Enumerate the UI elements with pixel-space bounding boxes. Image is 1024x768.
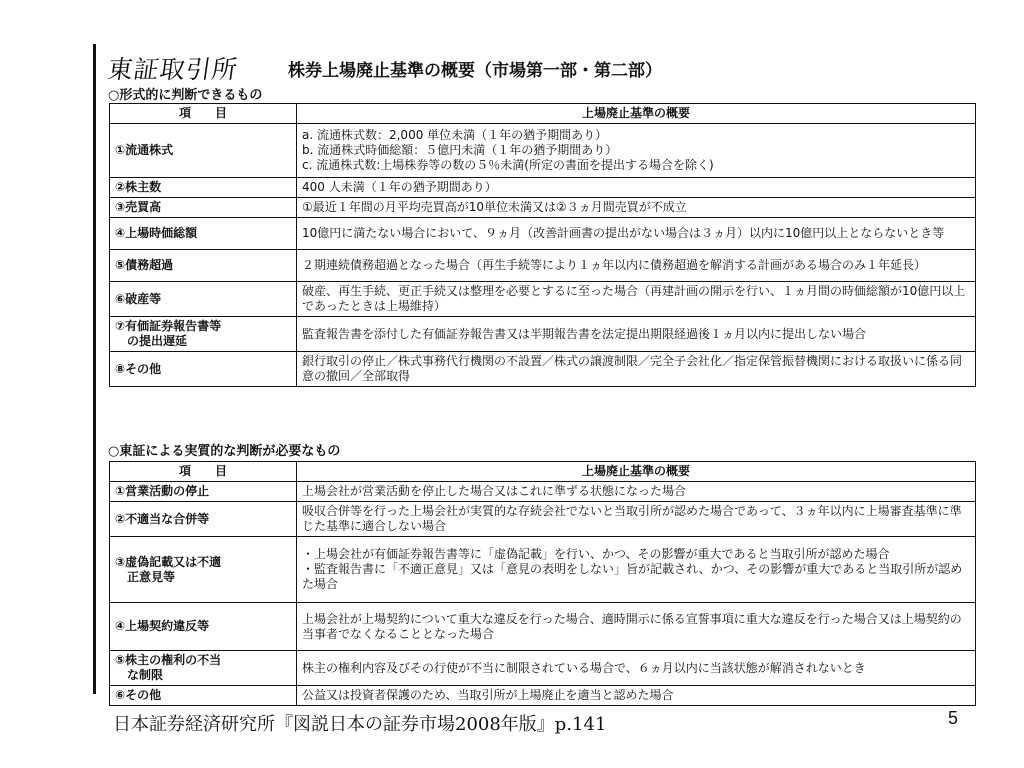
table-row xyxy=(110,250,976,282)
row-summary: 監査報告書を添付した有価証券報告書又は半期報告書を法定提出期限経過後１ヵ月以内に提出しない場合 xyxy=(297,317,976,352)
table-row xyxy=(110,218,976,250)
document-title: 株券上場廃止基準の概要（市場第一部・第二部） xyxy=(288,61,662,81)
row-item-label: ⑧その他 xyxy=(110,352,297,387)
row-item-label: ④上場時価総額 xyxy=(110,218,297,250)
row-item-label: ①営業活動の停止 xyxy=(110,482,297,502)
row-item-label: ③売買高 xyxy=(110,198,297,218)
table-row xyxy=(110,198,976,218)
row-item-label: ⑤債務超過 xyxy=(110,250,297,282)
row-summary: 銀行取引の停止／株式事務代行機関の不設置／株式の譲渡制限／完全子会社化／指定保管振替機関における取扱いに係る同意の撤回／全部取得 xyxy=(297,352,976,387)
section2-heading: ○東証による実質的な判断が必要なもの xyxy=(108,444,341,459)
row-summary: ２期連続債務超過となった場合（再生手続等により１ヵ年以内に債務超過を解消する計画がある場合のみ１年延長） xyxy=(297,250,976,282)
row-summary: 公益又は投資者保護のため、当取引所が上場廃止を適当と認めた場合 xyxy=(297,686,976,706)
table-row xyxy=(110,352,976,387)
row-item-label: ⑤株主の権利の不当 な制限 xyxy=(110,651,297,686)
row-summary: a. 流通株式数：2,000 単位未満（１年の猶予期間あり） b. 流通株式時価総額：５億円未満（１年の猶予期間あり） c. 流通株式数:上場株券等の数の５％未満(所定の書面を提出する場合を除く) xyxy=(297,124,976,178)
col-header-item: 項 目 xyxy=(110,104,297,124)
row-summary: 株主の権利内容及びその行使が不当に制限されている場合で、６ヵ月以内に当該状態が解消されないとき xyxy=(297,651,976,686)
row-item-label: ①流通株式 xyxy=(110,124,297,178)
col-header-item: 項 目 xyxy=(110,462,297,482)
page-number: 5 xyxy=(948,708,959,728)
row-summary: 400 人未満（１年の猶予期間あり） xyxy=(297,178,976,198)
table-row xyxy=(110,502,976,537)
table-row xyxy=(110,686,976,706)
table-row xyxy=(110,124,976,178)
col-header-summary: 上場廃止基準の概要 xyxy=(297,462,976,482)
table-row xyxy=(110,537,976,603)
table-row xyxy=(110,603,976,651)
table-row xyxy=(110,178,976,198)
row-summary: 10億円に満たない場合において、９ヵ月（改善計画書の提出がない場合は３ヵ月）以内に10億円以上とならないとき等 xyxy=(297,218,976,250)
row-item-label: ⑥破産等 xyxy=(110,282,297,317)
table-row xyxy=(110,317,976,352)
row-item-label: ⑦有価証券報告書等 の提出遅延 xyxy=(110,317,297,352)
formal-criteria-table xyxy=(109,103,976,387)
row-item-label: ②不適当な合併等 xyxy=(110,502,297,537)
section1-heading: ○形式的に判断できるもの xyxy=(108,88,263,103)
table-row xyxy=(110,282,976,317)
footer-citation: 日本証券経済研究所『図説日本の証券市場2008年版』p.141 xyxy=(113,714,607,735)
row-item-label: ②株主数 xyxy=(110,178,297,198)
table-row xyxy=(110,482,976,502)
scanned-document xyxy=(93,44,978,702)
row-item-label: ③虚偽記載又は不適 正意見等 xyxy=(110,537,297,603)
table-header-row xyxy=(110,104,976,124)
row-summary: 吸収合併等を行った上場会社が実質的な存続会社でないと当取引所が認めた場合であって、３ヵ年以内に上場審査基準に準じた基準に適合しない場合 xyxy=(297,502,976,537)
row-summary: ①最近１年間の月平均売買高が10単位未満又は②３ヵ月間売買が不成立 xyxy=(297,198,976,218)
table-header-row xyxy=(110,462,976,482)
handwritten-label: 東証取引所 xyxy=(105,55,240,84)
substantive-criteria-table xyxy=(109,461,976,706)
row-item-label: ④上場契約違反等 xyxy=(110,603,297,651)
table-row xyxy=(110,651,976,686)
row-summary: 破産、再生手続、更正手続又は整理を必要とするに至った場合（再建計画の開示を行い、１ヵ月間の時価総額が10億円以上であったときは上場維持） xyxy=(297,282,976,317)
row-item-label: ⑥その他 xyxy=(110,686,297,706)
row-summary: 上場会社が上場契約について重大な違反を行った場合、適時開示に係る宣誓事項に重大な違反を行った場合又は上場契約の当事者でなくなることとなった場合 xyxy=(297,603,976,651)
row-summary: 上場会社が営業活動を停止した場合又はこれに準ずる状態になった場合 xyxy=(297,482,976,502)
col-header-summary: 上場廃止基準の概要 xyxy=(297,104,976,124)
row-summary: ・上場会社が有価証券報告書等に「虚偽記載」を行い、かつ、その影響が重大であると当取引所が認めた場合 ・監査報告書に「不適正意見」又は「意見の表明をしない」旨が記載され、かつ、その影響が重大であると当取引所が認めた場合 xyxy=(297,537,976,603)
